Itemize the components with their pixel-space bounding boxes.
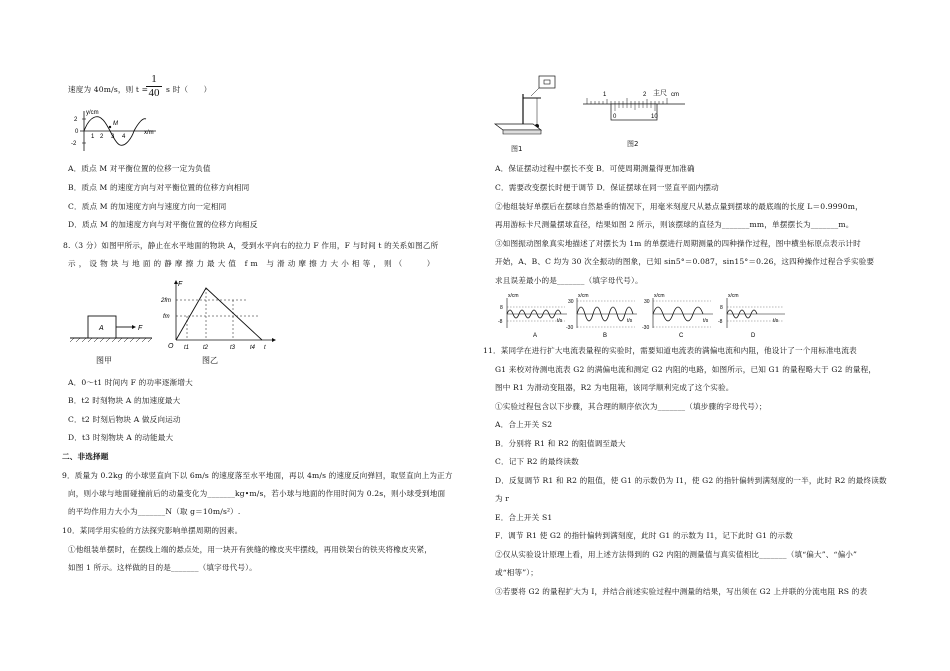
graph-a-ybot: -8 <box>498 319 503 325</box>
ground-hatch <box>70 338 152 342</box>
x-axis-label: x/m <box>144 130 154 136</box>
fraction-1-40 <box>146 74 162 99</box>
graph-d <box>718 293 785 339</box>
y-tick-2: 2 <box>74 117 78 123</box>
q8-stem-line2: 示，设物块与地面的静摩擦力最大值 fm 与滑动摩擦力大小相等，则（ ） <box>68 259 438 268</box>
tick-t2: t2 <box>203 345 209 351</box>
graph-d-label: D <box>751 333 756 339</box>
q11-line3: 图中 R1 为滑动变阻器，R2 为电阻箱，该同学顺利完成了这个实验。 <box>495 383 734 392</box>
q11-step-intro: ①实验过程包含以下步骤，其合理的顺序依次为_______（填步骤的字母代号）； <box>495 402 767 411</box>
q11-step-e: E．合上开关 S1 <box>495 513 553 522</box>
figure-1-pendulum <box>493 74 563 146</box>
q11-step-d: D．反复调节 R1 和 R2 的阻值，使 G1 的示数仍为 I1，使 G2 的指针偏转到满刻度的一半，此时 R2 的最终读数 <box>495 476 887 485</box>
q7-option-b: B．质点 M 的速度方向与对平衡位置的位移方向相同 <box>68 183 250 192</box>
point-m-label: M <box>113 121 118 127</box>
graph-b-unit: x/cm <box>578 293 589 299</box>
q7-speed-line: 速度为 40m/s，则 t = <box>68 85 149 94</box>
q10-part3-line1: ③如图振动图象真实地描述了对摆长为 1m 的单摆进行周期测量的四种操作过程，图中横坐标原点表示计时 <box>495 239 861 248</box>
q8-stem-line1: 8.（3 分）如图甲所示，静止在水平地面的物块 A，受到水平向右的拉力 F 作用，F 与时间 t 的关系如图乙所 <box>63 241 439 250</box>
figure-jia <box>68 306 154 358</box>
graph-d-unit: x/cm <box>728 293 739 299</box>
wave-figure-q7 <box>70 107 160 153</box>
q11-part2-line2: 或“相等”）； <box>495 568 538 577</box>
tick-2fm: 2fm <box>161 298 172 304</box>
point-m <box>109 126 111 128</box>
y-axis-label: y/cm <box>86 110 99 116</box>
graph-a-unit: x/cm <box>508 293 519 299</box>
q9-line2: 向，则小球与地面碰撞前后的动量变化为_______kg•m/s，若小球与地面的作用时间为 0.2s，则小球受到地面 <box>68 489 446 498</box>
caption-fig2: 图2 <box>627 140 639 148</box>
q10-line3: 如图 1 所示。这样做的目的是_______（填字母代号）。 <box>68 563 257 572</box>
main-scale-1: 1 <box>603 92 607 98</box>
q10-part2-line1: ②他组装好单摆后在摆球自然悬垂的情况下，用毫米刻度尺从悬点量到摆球的最底端的长度 L＝0.9990m， <box>495 202 863 211</box>
q8-option-a: A．0～t1 时间内 F 的功率逐渐增大 <box>68 378 193 387</box>
graph-c <box>642 293 713 339</box>
q8-option-c: C．t2 时刻后物块 A 做反向运动 <box>68 415 181 424</box>
graph-d-ybot: -8 <box>718 319 723 325</box>
graph-c-ytop: 30 <box>644 299 650 305</box>
graph-b-ytop: 30 <box>568 299 574 305</box>
q11-part3-line1: ③若要将 G2 的量程扩大为 I，并结合前述实验过程中测量的结果，写出须在 G2 上并联的分流电阻 RS 的表 <box>495 587 868 596</box>
graph-c-label: C <box>679 333 684 339</box>
q8-option-b: B．t2 时刻物块 A 的加速度最大 <box>68 396 181 405</box>
q10-part2-line2: 再用游标卡尺测量摆球直径，结果如图 2 所示，则该摆球的直径为_______mm，单摆摆长为_______m。 <box>495 220 854 229</box>
q10-part3-line2: 开始，A、B、C 均为 30 次全振动的图象，已知 sin5°＝0.087，sin15°＝0.26，这四种操作过程合乎实验要 <box>495 257 875 266</box>
origin-label: O <box>168 343 174 350</box>
q11-step-d-cont: 为 r <box>495 494 510 503</box>
y-tick-0: 0 <box>75 129 79 135</box>
graph-a-ytop: 8 <box>500 305 503 311</box>
x-tick-2: 2 <box>100 134 104 140</box>
main-scale-2: 2 <box>643 92 647 98</box>
graph-b-ybot: -30 <box>566 325 574 331</box>
q9-line3: 的平均作用力大小为_______N（取 g＝10m/s²）. <box>68 507 241 516</box>
q7-option-d: D．质点 M 的加速度方向与对平衡位置的位移方向相反 <box>68 220 258 229</box>
tick-t3: t3 <box>230 345 236 351</box>
graph-c-ybot: -30 <box>642 325 650 331</box>
q8-option-d: D．t3 时刻物块 A 的动能最大 <box>68 433 174 442</box>
q7-option-a: A．质点 M 对平衡位置的位移一定为负值 <box>68 164 211 173</box>
fraction-numerator: 1 <box>146 74 162 87</box>
vernier-10: 10 <box>651 114 658 120</box>
force-label: F <box>138 325 143 332</box>
oscillation-graphs <box>495 292 795 340</box>
graph-b <box>566 293 637 339</box>
q11-step-a: A．合上开关 S2 <box>495 420 553 429</box>
t-axis-label: t <box>264 345 266 351</box>
f-axis-label: F <box>178 281 183 288</box>
force-triangle <box>176 288 262 340</box>
scale-unit: cm <box>671 92 679 98</box>
graph-c-unit: x/cm <box>654 293 665 299</box>
caption-yi: 图乙 <box>202 356 218 365</box>
x-tick-1: 1 <box>91 134 95 140</box>
graph-a <box>498 293 567 339</box>
figure-yi <box>160 278 280 360</box>
tick-t4: t4 <box>250 345 256 351</box>
q11-part2-line1: ②仅从实验设计原理上看，用上述方法得到的 G2 内阻的测量值与真实值相比_______（填“偏大”、“偏小” <box>495 550 858 559</box>
q11-step-b: B．分别将 R1 和 R2 的阻值调至最大 <box>495 439 626 448</box>
graph-b-label: B <box>603 333 608 339</box>
q9-line1: 9．质量为 0.2kg 的小球竖直向下以 6m/s 的速度落至水平地面，再以 4m/s 的速度反向弹回，取竖直向上为正方 <box>62 471 453 480</box>
graph-a-label: A <box>533 333 538 339</box>
x-tick-3: 3 <box>111 134 115 140</box>
q11-step-c: C．记下 R2 的最终读数 <box>495 457 579 466</box>
graph-b-t: t/s <box>627 318 633 324</box>
graph-c-t: t/s <box>703 318 709 324</box>
q10-part3-line3: 求且误差最小的是_______（填字母代号）。 <box>495 276 643 285</box>
q11-line2: G1 来校对待测电流表 G2 的满偏电流和测定 G2 内阻的电路，如图所示，已知 G1 的量程略大于 G2 的量程， <box>495 365 877 374</box>
graph-a-t: t/s <box>557 318 563 324</box>
q10-option-cd: C．需要改变摆长时便于调节 D．保证摆球在同一竖直平面内摆动 <box>495 183 719 192</box>
main-scale-label: 主尺 <box>653 90 667 97</box>
q10-line2: ①他组装单摆时，在摆线上端的悬点处，用一块开有狭缝的橡皮夹牢摆线，再用铁架台的铁夹将橡皮夹紧， <box>68 545 432 554</box>
graph-d-t: t/s <box>773 318 779 324</box>
x-tick-4: 4 <box>122 134 126 140</box>
y-tick-neg2: -2 <box>71 141 77 147</box>
block-label: A <box>99 325 104 332</box>
tick-t1: t1 <box>184 345 190 351</box>
figure-2-vernier <box>581 86 691 132</box>
q7-option-c: C．质点 M 的加速度方向与速度方向一定相同 <box>68 202 227 211</box>
q10-option-ab: A．保证摆动过程中摆长不变 B．可使周期测量得更加准确 <box>495 164 695 173</box>
vernier-0: 0 <box>613 114 617 120</box>
stand-base <box>495 124 541 130</box>
caption-jia: 图甲 <box>96 356 112 365</box>
fraction-denominator: 40 <box>148 87 160 99</box>
q7-speed-line-end: s 时（ ） <box>166 85 212 94</box>
main-scale-ticks <box>587 98 667 104</box>
q11-step-f: F．调节 R1 使 G2 的指针偏转到满刻度，此时 G1 的示数为 I1，记下此时 G1 的示数 <box>495 531 793 540</box>
section-heading: 二、非选择题 <box>62 452 109 461</box>
tick-fm: fm <box>163 314 170 320</box>
q11-line1: 11．某同学在进行扩大电流表量程的实验时，需要知道电流表的满偏电流和内阻，他设计了一个用标准电流表 <box>483 346 857 355</box>
graph-d-ytop: 8 <box>720 305 723 311</box>
q10-line1: 10．某同学用实验的方法探究影响单摆周期的因素。 <box>62 526 243 535</box>
caption-fig1: 图1 <box>511 145 523 153</box>
